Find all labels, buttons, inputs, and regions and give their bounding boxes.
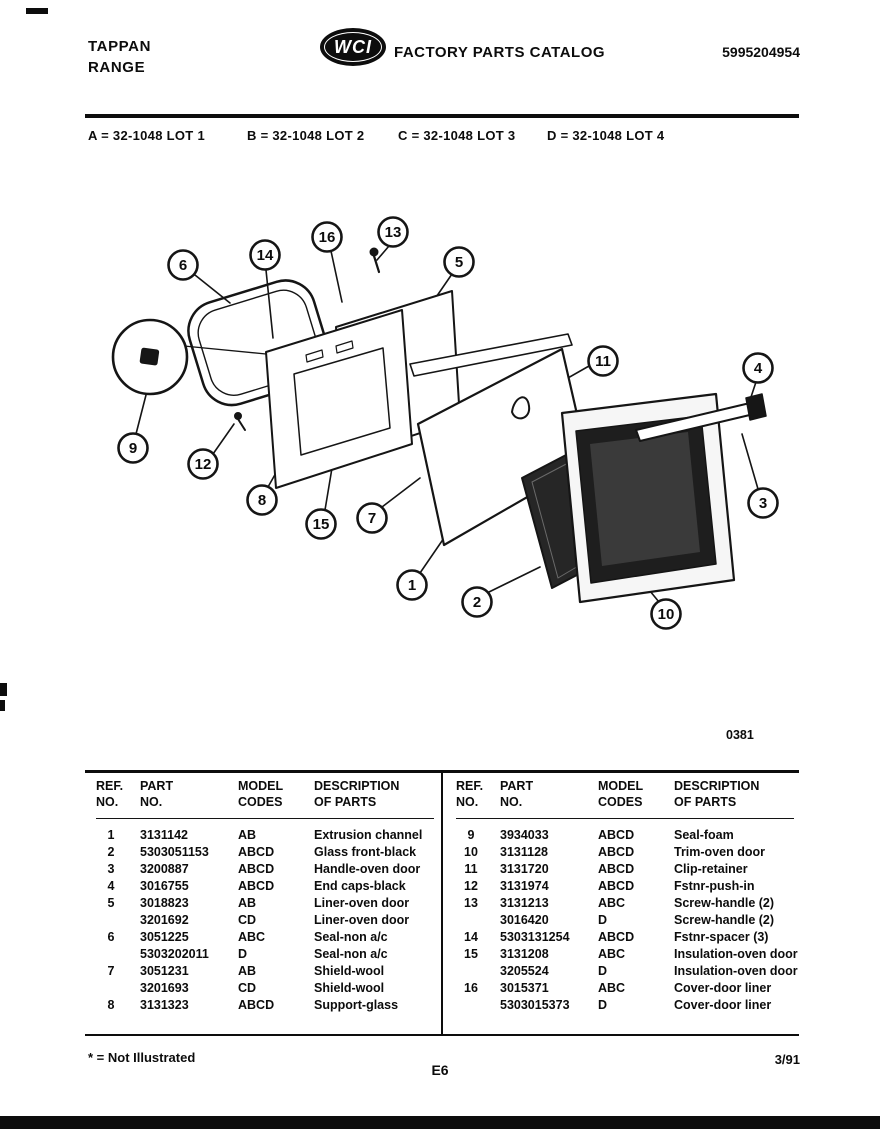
description-cell: Handle-oven door: [314, 861, 421, 876]
header-model-codes: MODEL CODES: [598, 779, 644, 810]
header-part-no: PART NO.: [140, 779, 174, 810]
description-cell: Clip-retainer: [674, 861, 748, 876]
part-no-cell: 3131213: [500, 895, 549, 910]
part-no-cell: 3131208: [500, 946, 549, 961]
model-codes-cell: AB: [238, 895, 257, 910]
parts-row: [96, 997, 434, 1014]
model-codes-cell: ABC: [238, 929, 266, 944]
parts-row: [456, 912, 794, 929]
lot-code-a: A = 32-1048 LOT 1: [88, 128, 205, 143]
catalog-title: FACTORY PARTS CATALOG: [394, 44, 606, 61]
parts-rows-right: [456, 827, 798, 1014]
svg-text:1: 1: [407, 577, 417, 594]
header-description: DESCRIPTION OF PARTS: [674, 779, 760, 810]
part-no-cell: 3018823: [140, 895, 189, 910]
table-center-divider: [441, 770, 443, 1036]
ref-no-cell: 11: [464, 861, 478, 876]
description-cell: Cover-door liner: [674, 997, 772, 1012]
description-cell: Support-glass: [314, 997, 399, 1012]
brand-name: [88, 36, 151, 78]
ref-no-cell: [96, 946, 140, 963]
description-cell: Insulation-oven door: [674, 963, 798, 978]
svg-text:6: 6: [178, 257, 188, 274]
part-no-cell: 3131142: [140, 827, 188, 842]
ref-no-cell: 4: [107, 878, 115, 893]
part-no-cell: 3201693: [140, 980, 189, 995]
description-cell: Screw-handle (2): [674, 895, 775, 910]
parts-row: [96, 878, 434, 895]
lot-code-d: D = 32-1048 LOT 4: [547, 128, 665, 143]
parts-table-header: [456, 778, 794, 819]
parts-row: [96, 861, 434, 878]
parts-row: [456, 827, 794, 844]
part-no-cell: 5303051153: [140, 844, 209, 859]
model-codes-cell: AB: [238, 827, 257, 842]
wci-logo-text: WCI: [334, 36, 372, 57]
description-cell: Seal-foam: [674, 827, 734, 842]
ref-no-cell: 2: [107, 844, 115, 859]
description-cell: End caps-black: [314, 878, 406, 893]
callout-4: [744, 354, 773, 383]
parts-row: [96, 963, 434, 980]
header-ref-no: REF. NO.: [456, 779, 484, 810]
ref-no-cell: [456, 963, 500, 980]
callout-14: [251, 241, 280, 270]
parts-table-right: [456, 778, 798, 1014]
callout-10: [652, 600, 681, 629]
lot-code-c: C = 32-1048 LOT 3: [398, 128, 516, 143]
ref-no-cell: 15: [464, 946, 478, 961]
parts-row: [456, 929, 794, 946]
description-cell: Insulation-oven door: [674, 946, 798, 961]
part-no-cell: 3131323: [140, 997, 189, 1012]
model-codes-cell: AB: [238, 963, 257, 978]
parts-rows-left: [96, 827, 434, 1014]
description-cell: Fstnr-push-in: [674, 878, 755, 893]
ref-no-cell: 7: [107, 963, 115, 978]
ref-no-cell: [456, 997, 500, 1014]
parts-row: [456, 861, 794, 878]
model-codes-cell: ABCD: [598, 844, 635, 859]
ref-no-cell: [96, 980, 140, 997]
model-codes-cell: CD: [238, 980, 257, 995]
description-cell: Shield-wool: [314, 963, 385, 978]
parts-row: [456, 997, 794, 1014]
model-codes-cell: ABCD: [238, 844, 275, 859]
svg-text:15: 15: [312, 516, 330, 533]
model-codes-cell: CD: [238, 912, 257, 927]
part-no-cell: 3016755: [140, 878, 189, 893]
model-codes-cell: ABCD: [238, 997, 275, 1012]
figure-number: 0381: [726, 728, 754, 742]
not-illustrated-note: * = Not Illustrated: [88, 1050, 196, 1065]
model-codes-cell: ABCD: [598, 861, 635, 876]
scan-artifact: [26, 8, 48, 14]
description-cell: Fstnr-spacer (3): [674, 929, 769, 944]
ref-no-cell: 5: [107, 895, 115, 910]
parts-row: [456, 980, 794, 997]
brand-line-1: TAPPAN: [88, 38, 152, 55]
parts-table-left: [96, 778, 434, 1014]
foam-seal-detail: [140, 348, 159, 365]
svg-text:2: 2: [472, 594, 482, 611]
model-codes-cell: D: [238, 946, 248, 961]
model-codes-cell: ABC: [598, 980, 626, 995]
model-codes-cell: D: [598, 997, 608, 1012]
model-codes-cell: D: [598, 912, 608, 927]
part-no-cell: 3934033: [500, 827, 549, 842]
outer-door-window-glass: [590, 432, 700, 566]
model-codes-cell: ABCD: [238, 878, 275, 893]
callout-6: [169, 251, 198, 280]
svg-text:4: 4: [753, 360, 763, 377]
description-cell: Glass front-black: [314, 844, 417, 859]
svg-text:3: 3: [758, 495, 768, 512]
bottom-bar: [0, 1116, 880, 1129]
model-codes-cell: ABCD: [598, 878, 635, 893]
callout-5: [445, 248, 474, 277]
description-cell: Liner-oven door: [314, 912, 410, 927]
model-codes-cell: ABCD: [598, 827, 635, 842]
model-codes-cell: ABCD: [238, 861, 275, 876]
svg-text:9: 9: [128, 440, 138, 457]
parts-row: [96, 929, 434, 946]
header-model-codes: MODEL CODES: [238, 779, 284, 810]
svg-text:12: 12: [194, 456, 212, 473]
callout-2: [463, 588, 492, 617]
part-no-cell: 3131974: [500, 878, 549, 893]
description-cell: Seal-non a/c: [314, 946, 388, 961]
callout-1: [398, 571, 427, 600]
callout-7: [358, 504, 387, 533]
parts-row: [96, 827, 434, 844]
page-code: E6: [431, 1062, 449, 1078]
svg-text:8: 8: [257, 492, 267, 509]
model-codes-cell: ABCD: [598, 929, 635, 944]
part-no-cell: 3200887: [140, 861, 189, 876]
ref-no-cell: 1: [107, 827, 115, 842]
lot-code-b: B = 32-1048 LOT 2: [247, 128, 365, 143]
parts-row: [96, 980, 434, 997]
header-rule: [85, 114, 799, 118]
ref-no-cell: [96, 912, 140, 929]
wci-logo: [320, 28, 386, 66]
header-description: DESCRIPTION OF PARTS: [314, 779, 400, 810]
description-cell: Trim-oven door: [674, 844, 765, 859]
part-no-cell: 3015371: [500, 980, 549, 995]
ref-no-cell: 9: [467, 827, 475, 842]
callout-11: [589, 347, 618, 376]
push-in-fastener: [235, 413, 246, 431]
part-no-cell: 5303202011: [140, 946, 209, 961]
description-cell: Shield-wool: [314, 980, 385, 995]
description-cell: Screw-handle (2): [674, 912, 775, 927]
ref-no-cell: 6: [107, 929, 115, 944]
part-no-cell: 3051225: [140, 929, 189, 944]
part-no-cell: 3131128: [500, 844, 548, 859]
ref-no-cell: 16: [464, 980, 478, 995]
ref-no-cell: 12: [464, 878, 478, 893]
callout-12: [189, 450, 218, 479]
part-no-cell: 3205524: [500, 963, 549, 978]
part-no-cell: 5303015373: [500, 997, 570, 1012]
parts-row: [456, 878, 794, 895]
callout-8: [248, 486, 277, 515]
parts-row: [96, 844, 434, 861]
header-ref-no: REF. NO.: [96, 779, 124, 810]
description-cell: Liner-oven door: [314, 895, 410, 910]
publication-number: 5995204954: [722, 44, 800, 60]
description-cell: Extrusion channel: [314, 827, 423, 842]
model-codes-cell: D: [598, 963, 608, 978]
svg-text:14: 14: [256, 247, 274, 264]
svg-text:5: 5: [454, 254, 464, 271]
ref-no-cell: 3: [107, 861, 115, 876]
date-code: 3/91: [774, 1052, 800, 1067]
parts-row: [456, 946, 798, 963]
parts-row: [456, 895, 794, 912]
svg-text:10: 10: [657, 606, 675, 623]
svg-text:13: 13: [384, 224, 402, 241]
part-no-cell: 3051231: [140, 963, 189, 978]
callout-3: [749, 489, 778, 518]
brand-line-2: RANGE: [88, 59, 146, 76]
ref-no-cell: 13: [464, 895, 478, 910]
ref-no-cell: 10: [464, 844, 478, 859]
parts-row: [456, 844, 794, 861]
ref-no-cell: 14: [464, 929, 478, 944]
description-cell: Cover-door liner: [674, 980, 772, 995]
wci-logo-ring: [324, 32, 382, 62]
exploded-parts-diagram: [0, 150, 880, 770]
description-cell: Seal-non a/c: [314, 929, 388, 944]
ref-no-cell: [456, 912, 500, 929]
callout-9: [119, 434, 148, 463]
part-no-cell: 3016420: [500, 912, 549, 927]
model-codes-cell: ABC: [598, 895, 626, 910]
parts-row: [96, 895, 434, 912]
header-part-no: PART NO.: [500, 779, 534, 810]
parts-row: [456, 963, 798, 980]
parts-row: [96, 912, 434, 929]
part-no-cell: 5303131254: [500, 929, 570, 944]
part-no-cell: 3201692: [140, 912, 189, 927]
callout-16: [313, 223, 342, 252]
parts-table-header: [96, 778, 434, 819]
svg-text:11: 11: [595, 353, 611, 370]
callout-13: [379, 218, 408, 247]
handle-end-cap: [746, 394, 766, 420]
part-no-cell: 3131720: [500, 861, 549, 876]
svg-text:16: 16: [318, 229, 336, 246]
svg-text:7: 7: [367, 510, 377, 527]
ref-no-cell: 8: [107, 997, 115, 1012]
model-codes-cell: ABC: [598, 946, 626, 961]
callout-15: [307, 510, 336, 539]
parts-row: [96, 946, 434, 963]
